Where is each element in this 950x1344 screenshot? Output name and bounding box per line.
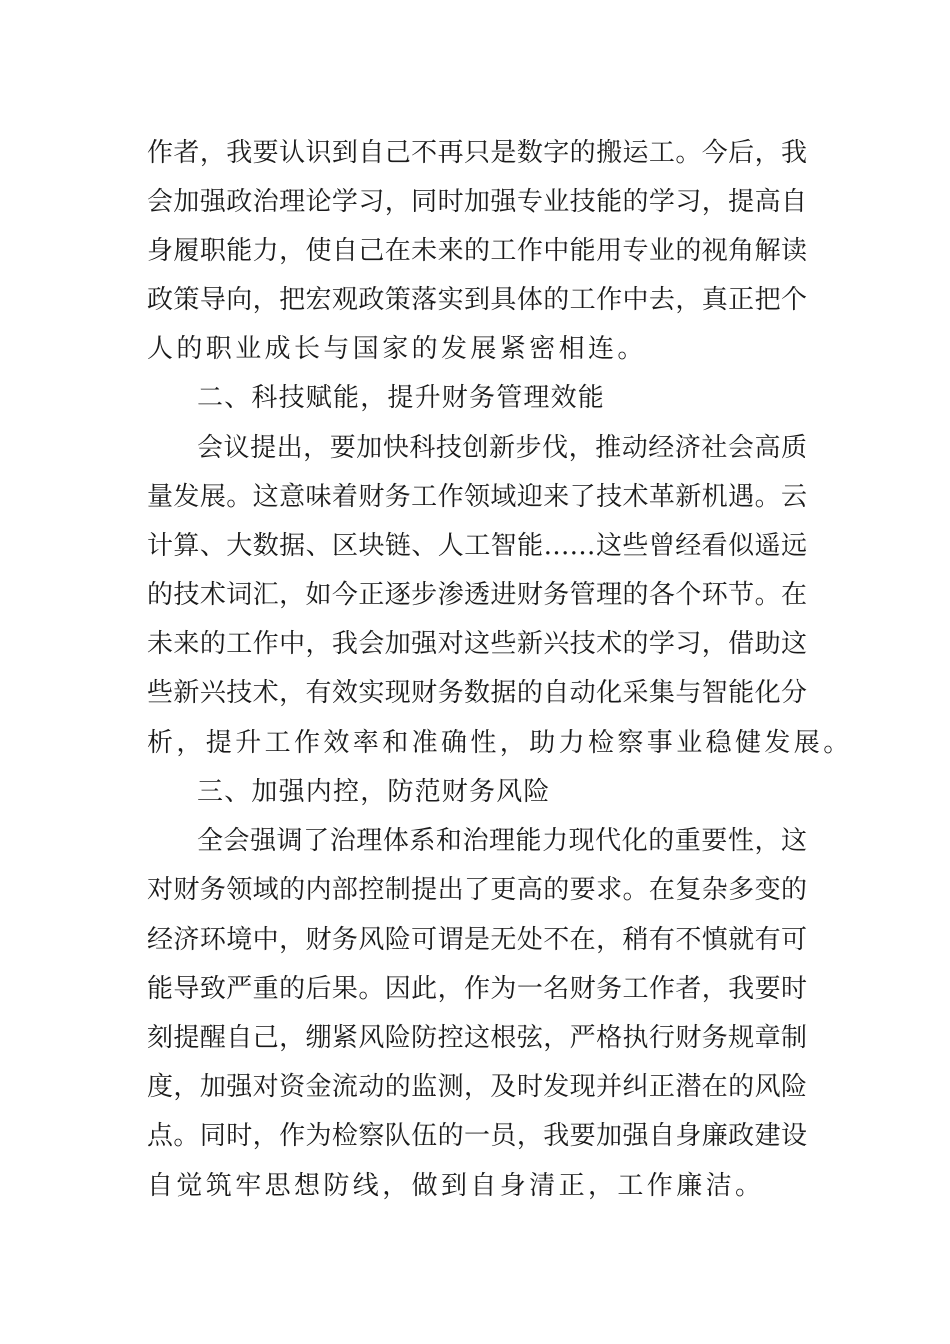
paragraph-line: 会议提出，要加快科技创新步伐，推动经济社会高质 — [197, 433, 807, 463]
paragraph-line: 点。同时，作为检察队伍的一员，我要加强自身廉政建设 — [147, 1121, 807, 1151]
paragraph-line: 作者，我要认识到自己不再只是数字的搬运工。今后，我 — [147, 138, 807, 168]
paragraph-line: 政策导向，把宏观政策落实到具体的工作中去，真正把个 — [147, 285, 807, 315]
paragraph-line: 会加强政治理论学习，同时加强专业技能的学习，提高自 — [147, 187, 807, 217]
paragraph-line: 刻提醒自己，绷紧风险防控这根弦，严格执行财务规章制 — [147, 1023, 807, 1053]
paragraph-line: 量发展。这意味着财务工作领域迎来了技术革新机遇。云 — [147, 482, 807, 512]
paragraph-line: 人的职业成长与国家的发展紧密相连。 — [147, 334, 647, 364]
paragraph-line: 未来的工作中，我会加强对这些新兴技术的学习，借助这 — [147, 629, 807, 659]
paragraph-line: 对财务领域的内部控制提出了更高的要求。在复杂多变的 — [147, 875, 807, 905]
paragraph-line: 些新兴技术，有效实现财务数据的自动化采集与智能化分 — [147, 678, 807, 708]
paragraph-line: 能导致严重的后果。因此，作为一名财务工作者，我要时 — [147, 974, 807, 1004]
section-heading-2: 二、科技赋能，提升财务管理效能 — [197, 383, 606, 413]
paragraph-line: 自觉筑牢思想防线，做到自身清正，工作廉洁。 — [147, 1171, 765, 1201]
paragraph-line: 度，加强对资金流动的监测，及时发现并纠正潜在的风险 — [147, 1072, 807, 1102]
section-heading-3: 三、加强内控，防范财务风险 — [197, 777, 551, 807]
paragraph-line: 析，提升工作效率和准确性，助力检察事业稳健发展。 — [147, 728, 853, 758]
paragraph-line: 计算、大数据、区块链、人工智能……这些曾经看似遥远 — [147, 531, 807, 561]
paragraph-line: 经济环境中，财务风险可谓是无处不在，稍有不慎就有可 — [147, 925, 807, 955]
paragraph-line: 全会强调了治理体系和治理能力现代化的重要性，这 — [197, 826, 807, 856]
paragraph-line: 身履职能力，使自己在未来的工作中能用专业的视角解读 — [147, 236, 807, 266]
paragraph-line: 的技术词汇，如今正逐步渗透进财务管理的各个环节。在 — [147, 580, 807, 610]
